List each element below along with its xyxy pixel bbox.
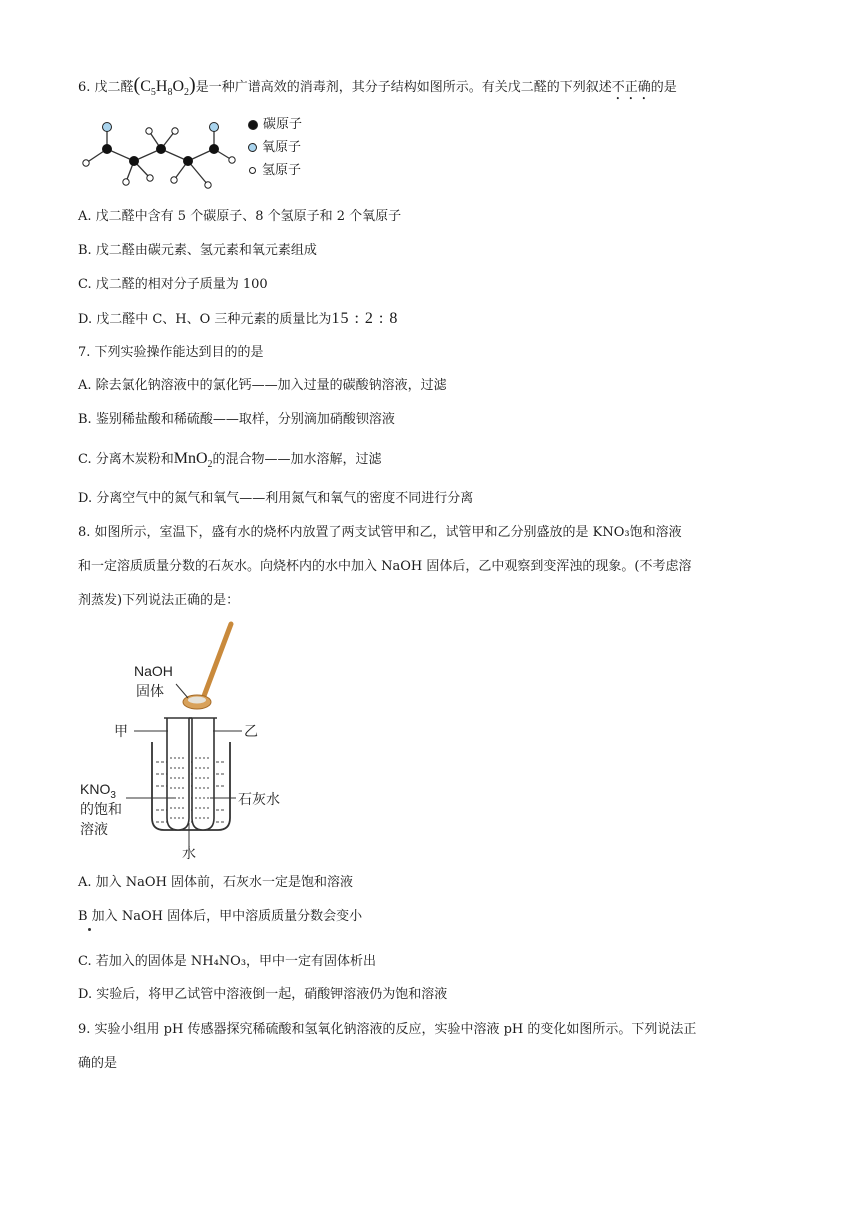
beaker-test-tube-diagram	[76, 618, 316, 864]
q7-option-c: C. 分离木炭粉和MnO$_2$的混合物——加水溶解，过滤	[78, 450, 382, 471]
label-solution: 溶液	[80, 821, 108, 837]
spoon-icon	[183, 624, 231, 709]
label-jia: 甲	[114, 723, 128, 739]
oxygen-dot-icon	[248, 143, 257, 152]
q8-option-a: A. 加入 NaOH 固体前，石灰水一定是饱和溶液	[78, 875, 354, 890]
label-water: 水	[182, 845, 196, 861]
legend-oxygen: 氧原子	[248, 136, 302, 159]
hydrogen-dot-icon	[249, 167, 256, 174]
q6-emphasis: 不正确	[611, 80, 651, 95]
q6-option-a: A. 戊二醛中含有 5 个碳原子、8 个氢原子和 2 个氧原子	[78, 209, 402, 224]
label-kno3: $KNO_3$	[80, 781, 116, 801]
label-saturated: 的饱和	[80, 801, 122, 817]
q7-option-b: B. 鉴别稀盐酸和稀硫酸——取样，分别滴加硝酸钡溶液	[78, 412, 395, 427]
q6-formula: $(C_5H_8O_2)$	[133, 74, 196, 99]
q6-option-c: C. 戊二醛的相对分子质量为 100	[78, 277, 268, 292]
q7-option-a: A. 除去氯化钠溶液中的氯化钙——加入过量的碳酸钠溶液，过滤	[78, 378, 447, 393]
q8-option-b: B 加入 NaOH 固体后，甲中溶质质量分数会变小	[78, 909, 363, 924]
molecule-legend	[248, 113, 302, 182]
carbon-dot-icon	[248, 120, 258, 130]
q7-stem: 7. 下列实验操作能达到目的的是	[78, 345, 264, 360]
q8-option-d: D. 实验后，将甲乙试管中溶液倒一起，硝酸钾溶液仍为饱和溶液	[78, 987, 448, 1002]
legend-hydrogen: 氢原子	[248, 159, 302, 182]
oxygen-atoms	[103, 123, 219, 132]
label-yi: 乙	[244, 723, 258, 739]
q6-option-d: D. 戊二醛中 C、H、O 三种元素的质量比为15 : 2 : 8	[78, 310, 399, 327]
q9-stem-line1: 9. 实验小组用 pH 传感器探究稀硫酸和氢氧化钠溶液的反应，实验中溶液 pH 的变化如图所示。下列说法正	[78, 1022, 697, 1037]
q8-stem-line2: 和一定溶质质量分数的石灰水。向烧杯内的水中加入 NaOH 固体后，乙中观察到变浑浊的现象。(不考虑溶	[78, 559, 692, 574]
label-naoh: NaOH	[134, 663, 173, 679]
q8-stem-line1: 8. 如图所示，室温下，盛有水的烧杯内放置了两支试管甲和乙，试管甲和乙分别盛放的是 KNO₃饱和溶液	[78, 525, 682, 540]
label-solid: 固体	[136, 683, 164, 699]
q7-option-d: D. 分离空气中的氮气和氧气——利用氮气和氧气的密度不同进行分离	[78, 491, 474, 506]
hydrogen-atoms	[83, 128, 235, 188]
legend-carbon: 碳原子	[248, 113, 302, 136]
glutaraldehyde-molecule-diagram	[76, 118, 246, 198]
mass-ratio: 15 : 2 : 8	[331, 310, 399, 327]
label-limewater: 石灰水	[238, 791, 280, 807]
stray-dot	[88, 928, 91, 931]
q6-stem: 6. 戊二醛$(C_5H_8O_2)$是一种广谱高效的消毒剂，其分子结构如图所示。有关戊二醛的下列叙述不正确的是	[78, 74, 677, 99]
test-tube-yi	[189, 718, 217, 830]
mno2-formula: MnO$_2$	[173, 450, 213, 471]
test-tube-jia	[164, 718, 192, 830]
q9-stem-line2: 确的是	[78, 1056, 118, 1071]
q6-option-b: B. 戊二醛由碳元素、氢元素和氧元素组成	[78, 243, 317, 258]
q8-stem-line3: 剂蒸发)下列说法正确的是：	[78, 593, 240, 608]
q8-option-c: C. 若加入的固体是 NH₄NO₃，甲中一定有固体析出	[78, 954, 377, 969]
